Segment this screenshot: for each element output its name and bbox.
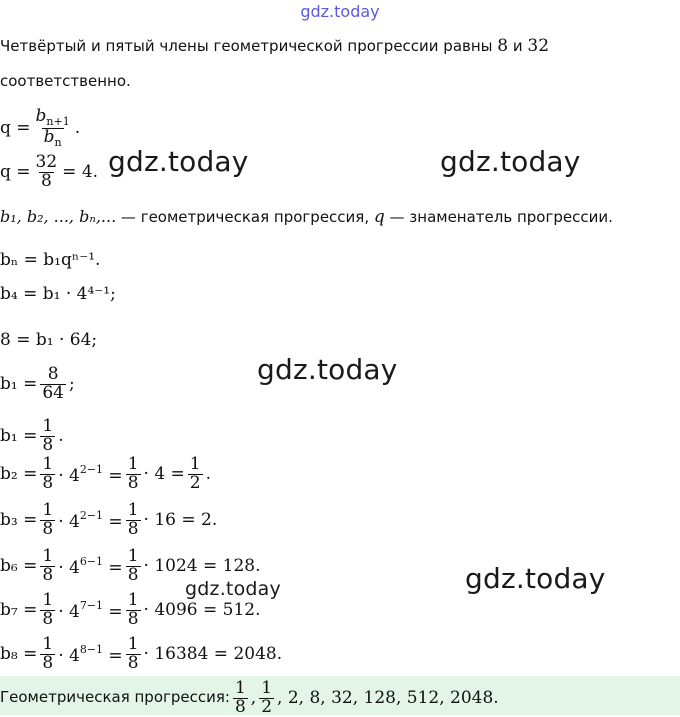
exponent: 2−1 bbox=[79, 508, 104, 522]
power-term: · $4^{2-1}$ = bbox=[58, 508, 123, 532]
equation-8: 8 = b₁ · 64; bbox=[0, 330, 98, 350]
one-eighth-fraction bbox=[126, 636, 141, 673]
b1-result-fraction bbox=[40, 418, 55, 455]
answer-fraction-2 bbox=[259, 680, 274, 717]
b1-fraction bbox=[40, 366, 66, 403]
watermark: gdz.today bbox=[108, 145, 249, 178]
watermark: gdz.today bbox=[465, 562, 606, 595]
q-result: = 4. bbox=[62, 162, 99, 183]
frac-den: 8 bbox=[127, 564, 139, 585]
term-lhs: b₆ = bbox=[0, 556, 38, 577]
q-definition: q = $\frac{b_{n+1}}{b_n}$ . bbox=[0, 106, 81, 149]
statement-text: Четвёртый и пятый члены геометрической прогрессии равны bbox=[0, 37, 498, 55]
one-eighth-fraction bbox=[126, 548, 141, 585]
frac-den: 8 bbox=[42, 472, 54, 493]
frac-den: b bbox=[43, 126, 55, 147]
term-row bbox=[0, 502, 217, 539]
punct: ; bbox=[69, 374, 75, 395]
b1-lhs: b₁ = bbox=[0, 374, 38, 395]
one-eighth-fraction bbox=[40, 502, 55, 539]
frac-den: 8 bbox=[42, 434, 54, 455]
frac-num: 1 bbox=[127, 454, 139, 474]
frac-num: 1 bbox=[42, 416, 54, 436]
one-eighth-fraction bbox=[126, 592, 141, 629]
answer-label: Геометрическая прогрессия: bbox=[0, 688, 230, 706]
term-result: · 16384 = 2048. bbox=[143, 644, 283, 665]
frac-den: 8 bbox=[42, 652, 54, 673]
watermark: gdz.today bbox=[257, 353, 398, 386]
sequence-desc: — геометрическая прогрессия, bbox=[116, 208, 374, 226]
b1-fraction-step bbox=[0, 366, 75, 403]
frac-num: 1 bbox=[189, 454, 201, 474]
value-b: 32 bbox=[527, 36, 550, 56]
term-row bbox=[0, 456, 211, 493]
frac-num: 1 bbox=[127, 546, 139, 566]
frac-num: 1 bbox=[42, 454, 54, 474]
frac-den: 8 bbox=[42, 518, 54, 539]
frac-den-sub: n bbox=[54, 135, 62, 149]
one-eighth-fraction bbox=[126, 456, 141, 493]
frac-den: 64 bbox=[42, 382, 64, 403]
term-lhs: b₇ = bbox=[0, 600, 38, 621]
frac-num: 32 bbox=[35, 152, 58, 172]
one-eighth-fraction bbox=[40, 592, 55, 629]
frac-num: b bbox=[35, 106, 47, 126]
one-eighth-fraction bbox=[126, 502, 141, 539]
b4-formula: b₄ = b₁ · 4⁴⁻¹; bbox=[0, 284, 116, 304]
power-term: · $4^{2-1}$ = bbox=[58, 462, 123, 486]
term-result: · 4 = bbox=[143, 464, 185, 485]
frac-den: 8 bbox=[234, 696, 246, 717]
frac-den: 2 bbox=[261, 696, 273, 717]
power-term: · $4^{8-1}$ = bbox=[58, 642, 123, 666]
answer-rest: , 2, 8, 32, 128, 512, 2048. bbox=[277, 688, 499, 709]
sequence-description bbox=[0, 207, 613, 227]
frac-den: 8 bbox=[127, 652, 139, 673]
b1-lhs: b₁ = bbox=[0, 426, 38, 447]
frac-num: 1 bbox=[42, 590, 54, 610]
frac-num-sub: n+1 bbox=[46, 115, 70, 128]
exponent: 2−1 bbox=[79, 462, 104, 476]
frac-num: 1 bbox=[127, 634, 139, 654]
frac-den: 8 bbox=[127, 518, 139, 539]
term-lhs: b₃ = bbox=[0, 510, 38, 531]
frac-num: 1 bbox=[42, 500, 54, 520]
sequence-desc-2: — знаменатель прогрессии. bbox=[384, 208, 613, 226]
term-row bbox=[0, 592, 261, 629]
and-word: и bbox=[508, 37, 528, 55]
punct: . bbox=[58, 426, 64, 447]
one-eighth-fraction bbox=[40, 456, 55, 493]
b1-result bbox=[0, 418, 64, 455]
term-lhs: b₂ = bbox=[0, 464, 38, 485]
term-row bbox=[0, 636, 282, 673]
sequence-notation: b₁, b₂, ..., bₙ,... bbox=[0, 207, 117, 226]
q-value bbox=[0, 154, 98, 191]
term-row bbox=[0, 548, 261, 585]
frac-den: 2 bbox=[189, 472, 201, 493]
q-fraction bbox=[34, 108, 72, 148]
frac-den: 8 bbox=[127, 472, 139, 493]
term-result: · 16 = 2. bbox=[143, 510, 218, 531]
q-lhs: q = bbox=[0, 118, 31, 139]
exponent: 8−1 bbox=[79, 642, 104, 656]
power-term: · $4^{6-1}$ = bbox=[58, 554, 123, 578]
result-fraction bbox=[188, 456, 203, 493]
frac-num: 1 bbox=[42, 634, 54, 654]
term-lhs: b₈ = bbox=[0, 644, 38, 665]
q-lhs: q = bbox=[0, 162, 31, 183]
frac-den: 8 bbox=[40, 170, 52, 191]
term-result: · 1024 = 128. bbox=[143, 556, 261, 577]
frac-num: 8 bbox=[47, 364, 59, 384]
frac-den: 8 bbox=[42, 564, 54, 585]
frac-num: 1 bbox=[127, 500, 139, 520]
frac-den: 8 bbox=[42, 608, 54, 629]
frac-num: 1 bbox=[234, 678, 246, 698]
exponent: 7−1 bbox=[79, 598, 104, 612]
exponent: 6−1 bbox=[79, 554, 104, 568]
frac-num: 1 bbox=[127, 590, 139, 610]
general-formula: bₙ = b₁qⁿ⁻¹. bbox=[0, 250, 101, 270]
term-result: · 4096 = 512. bbox=[143, 600, 261, 621]
one-eighth-fraction bbox=[40, 548, 55, 585]
power-term: · $4^{7-1}$ = bbox=[58, 598, 123, 622]
answer-fraction-1 bbox=[233, 680, 248, 717]
ratio-symbol: q bbox=[373, 207, 385, 227]
watermark: gdz.today bbox=[185, 578, 281, 600]
q-value-fraction bbox=[34, 154, 60, 191]
frac-den: 8 bbox=[127, 608, 139, 629]
statement-line-2: соответственно. bbox=[0, 72, 131, 90]
frac-num: 1 bbox=[261, 678, 273, 698]
problem-statement bbox=[0, 36, 549, 56]
value-a: 8 bbox=[497, 36, 509, 56]
watermark-top: gdz.today bbox=[300, 2, 380, 21]
one-eighth-fraction bbox=[40, 636, 55, 673]
frac-num: 1 bbox=[42, 546, 54, 566]
answer-values: $\frac{1}{8}$ , $\frac{1}{2}$ , 2, 8, 32, 128, 512, 2048. bbox=[234, 678, 499, 717]
watermark: gdz.today bbox=[440, 145, 581, 178]
punct: . bbox=[205, 464, 212, 485]
answer-bar bbox=[0, 676, 680, 715]
